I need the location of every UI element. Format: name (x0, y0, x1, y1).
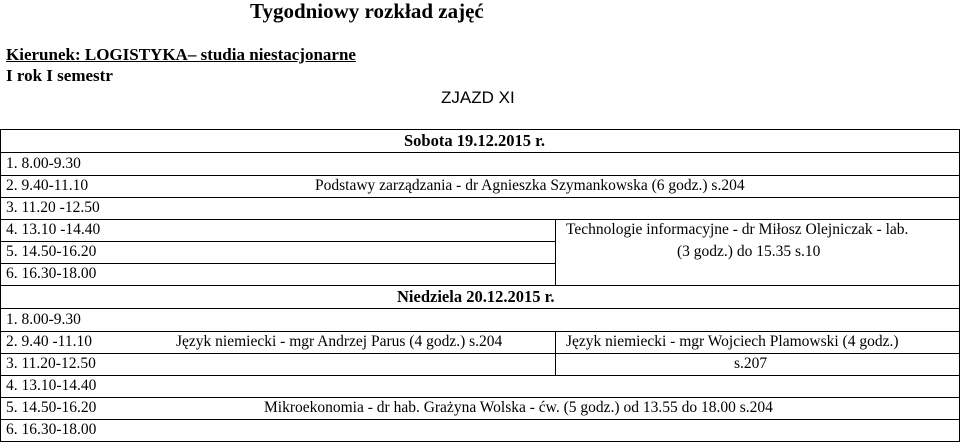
class-entry: Podstawy zarządzania - dr Agnieszka Szymankowska (6 godz.) s.204 (315, 177, 745, 194)
row-border (0, 419, 960, 420)
column-border (555, 219, 556, 286)
time-slot: 2. 9.40 -11.10 (6, 333, 92, 350)
time-slot: 5. 14.50-16.20 (6, 399, 97, 416)
row-border (0, 175, 960, 176)
class-entry: Technologie informacyjne - dr Miłosz Olejniczak - lab. (566, 221, 909, 238)
time-slot: 4. 13.10-14.40 (6, 377, 97, 394)
time-slot: 2. 9.40-11.10 (6, 177, 89, 194)
row-border (0, 397, 960, 398)
time-slot: 3. 11.20-12.50 (6, 355, 96, 372)
time-slot: 6. 16.30-18.00 (6, 265, 97, 282)
time-slot: 1. 8.00-9.30 (6, 311, 81, 328)
row-border (0, 263, 555, 264)
year-semester: I rok I semestr (6, 66, 113, 85)
zjazd-label: ZJAZD XI (441, 88, 515, 107)
class-entry-detail: (3 godz.) do 15.35 s.10 (677, 243, 821, 260)
time-slot: 3. 11.20 -12.50 (6, 199, 100, 216)
page-title: Tygodniowy rozkład zajęć (250, 0, 484, 23)
row-border (0, 331, 960, 332)
table-left-border (0, 129, 1, 442)
program-name: Kierunek: LOGISTYKA– studia niestacjonarne (6, 45, 356, 64)
class-entry: Język niemiecki - mgr Wojciech Plamowski (4 godz.) (566, 333, 899, 350)
row-border (0, 197, 960, 198)
row-border (0, 219, 960, 220)
time-slot: 5. 14.50-16.20 (6, 243, 97, 260)
time-slot: 4. 13.10 -14.40 (6, 221, 101, 238)
row-border (0, 375, 960, 376)
column-border (555, 331, 556, 375)
class-entry: Język niemiecki - mgr Andrzej Parus (4 godz.) s.204 (176, 333, 503, 350)
class-entry-detail: s.207 (734, 355, 768, 372)
time-slot: 1. 8.00-9.30 (6, 155, 81, 172)
sunday-heading: Niedziela 20.12.2015 r. (397, 287, 555, 306)
row-border (0, 353, 960, 354)
row-border (0, 285, 960, 286)
row-border (0, 152, 960, 153)
saturday-heading: Sobota 19.12.2015 r. (404, 131, 546, 150)
row-border (0, 241, 555, 242)
row-border (0, 308, 960, 309)
class-entry: Mikroekonomia - dr hab. Grażyna Wolska - ćw. (5 godz.) od 13.55 do 18.00 s.204 (264, 399, 773, 416)
table-top-border (0, 129, 960, 130)
time-slot: 6. 16.30-18.00 (6, 421, 97, 438)
